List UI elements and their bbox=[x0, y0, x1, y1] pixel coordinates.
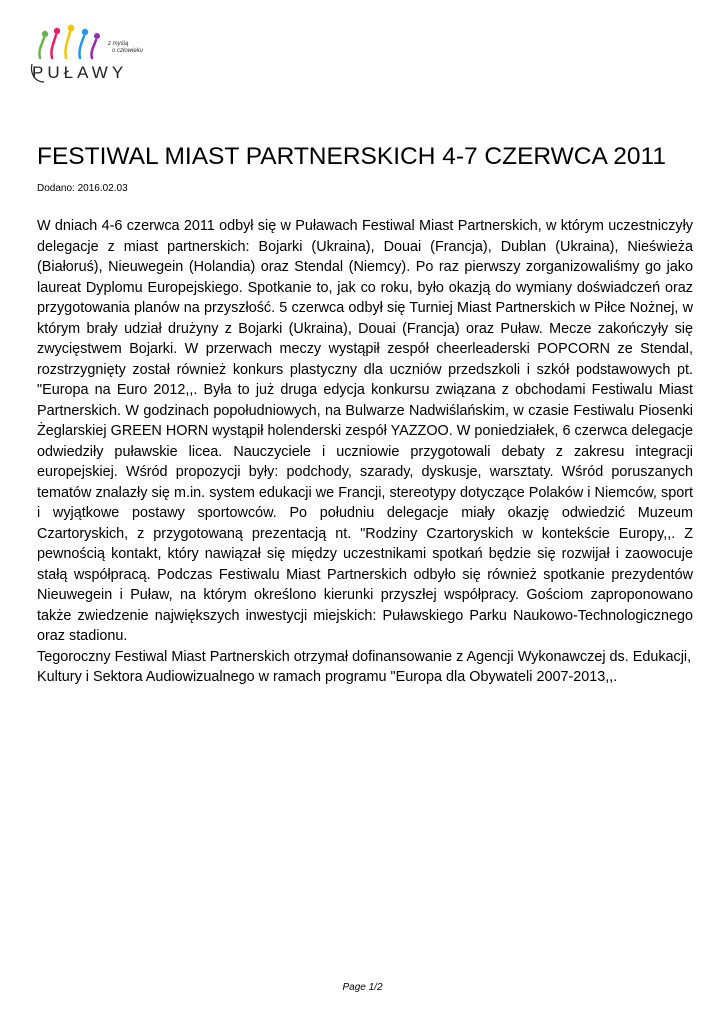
city-logo bbox=[28, 20, 148, 90]
article-paragraph-2: Tegoroczny Festiwal Miast Partnerskich otrzymał dofinansowanie z Agencji Wykonawczej ds. Edukacji, Kultury i Sektora Audiowizualnego w ramach programu "Europa dla Obywateli 2007-2013,,. bbox=[37, 648, 692, 685]
page-number: Page 1/2 bbox=[342, 982, 383, 993]
logo-city-name: PUŁAWY bbox=[32, 63, 128, 82]
logo-tagline-1: z myślą bbox=[108, 41, 129, 47]
article-paragraph-1: W dniach 4-6 czerwca 2011 odbył się w Puławach Festiwal Miast Partnerskich, w którym uczestniczyły delegacje z miast partnerskich: Bojarki (Ukraina), Douai (Francja), Dublan (Ukraina), Nieświeża (Białoruś), Nieuwegein (Holandia) oraz Stendal (Niemcy). Po raz pierwszy zorganizowaliśmy go jako laureat Dyplomu Europejskiego. Spotkanie to, jak co roku, było okazją do wymiany doświadczeń oraz przygotowania planów na przyszłość. 5 czerwca odbył się Turniej Miast Partnerskich w Piłce Nożnej, w którym brały udział drużyny z Bojarki (Ukraina), Douai (Francja) oraz Puław. Mecze zakończyły się zwycięstwem Bojarki. W przerwach meczy wystąpił zespół cheerleaderski POPCORN ze Stendal, rozstrzygnięty został również konkurs plastyczny dla uczniów przedszkoli i szkół podstawowych pt. "Europa na Euro 2012,,. Była to już druga edycja konkursu związana z obchodami Festiwalu Miast Partnerskich. W godzinach popołudniowych, na Bulwarze Nadwiślańskim, w czasie Festiwalu Piosenki Żeglarskiej GREEN HORN wystąpił holenderski zespół YAZZOO. W poniedziałek, 6 czerwca delegacje odwiedziły puławskie licea. Nauczyciele i uczniowie przygotowali debaty z zakresu integracji europejskiej. Wśród propozycji były: podchody, szarady, dyskusje, warsztaty. Wśród poruszanych tematów znalazły się m.in. system edukacji we Francji, stereotypy dotyczące Polaków i Niemców, sport i wyjątkowe postawy sportowców. Po południu delegacje miały okazję odwiedzić Muzeum Czartoryskich, z przygotowaną prezentacją nt. "Rodziny Czartoryskich w kontekście Europy,,. Z pewnością kontakt, który nawiązał się między uczestnikami spotkań będzie się rozwijał i zaowocuje stałą współpracą. Podczas Festiwalu Miast Partnerskich odbyło się również spotkanie prezydentów Nieuwegein i Puław, na którym określono kierunki przyszłej współpracy. Gościom zaproponowano także zwiedzenie największych inwestycji miejskich: Puławskiego Parku Naukowo-Technologicznego oraz stadionu. bbox=[37, 218, 693, 644]
date-added: Dodano: 2016.02.03 bbox=[37, 183, 128, 194]
logo-tagline-2: o człowieku bbox=[112, 48, 144, 54]
article-body bbox=[37, 216, 693, 688]
pulawy-logo-icon bbox=[28, 20, 148, 90]
document-title: FESTIWAL MIAST PARTNERSKICH 4-7 CZERWCA 2011 bbox=[37, 143, 666, 170]
